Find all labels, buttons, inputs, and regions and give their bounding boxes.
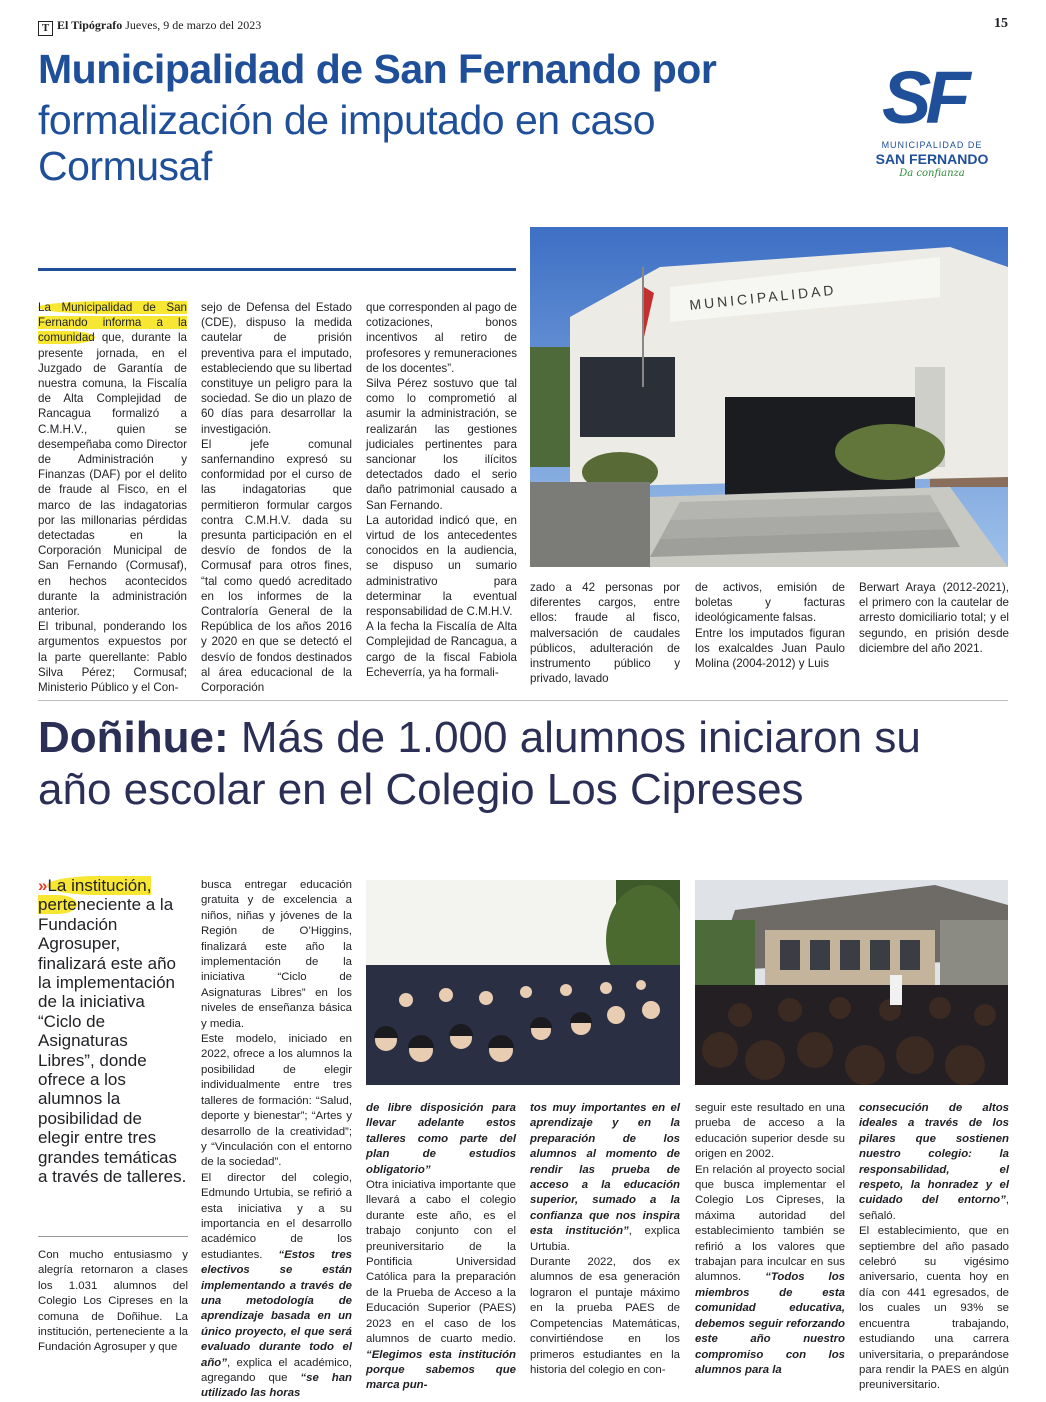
article2-column-2-text: busca entregar educación gratuita y de excelencia a niños, niñas y jóvenes de la Región de O’Higgins, finalizará este año la implementación de la iniciativa “Ciclo de Asignaturas Libres” en los niveles de enseñanza básica y media. Este modelo, iniciado en 2022, ofrece a los alumnos la posibilidad de elegir individualmente entre tres talleres de formación: “Salud, deporte y bienestar”; “Artes y desarrollo de la creatividad”; y “Vinculación con el entorno de la sociedad”. El director del colegio, Edmundo Urtubia, se refirió a esta iniciativa y a su importancia en el desarrollo académico de los estudiantes. — [201, 879, 352, 1261]
municipality-logo — [862, 58, 1002, 188]
article2-column-6-text: , señaló. El establecimiento, que en septiembre del año pasado celebró su vigésimo aniversario, cuenta hoy en día con 441 egresados, de los cuales un 93% se encuentra trabajando, estudiando una carrera universitaria, o preparándose para rendir la PAES en algún preuniversitario. — [859, 1194, 1009, 1392]
sf-logo-letters: SF — [882, 56, 965, 139]
article2-quote-4: “Todos los miembros de esta comunidad educativa, debemos seguir reforzando este año nuestro compromiso con los alumnos para la — [695, 1271, 846, 1376]
lead-text: neciente a la Fundación Agrosuper, finalizará este año la implementación de la iniciativa “Ciclo de Asignaturas Libres”, donde ofrece a los alumnos la posibilidad de elegir entre tres grandes temáticas a través de talleres. — [38, 895, 187, 1187]
logo-municipalidad-de: MUNICIPALIDAD DE — [881, 140, 983, 150]
article2-title — [38, 712, 998, 816]
article2-column-3 — [366, 1101, 516, 1394]
article1-column-3: que corresponden al pago de cotizaciones, bonos incentivos al retiro de profesores y remuneraciones de los docentes”. Silva Pérez sostuvo que tal como lo comprometió al asumir la administración, se realizarán las gestiones judiciales pertinentes para sancionar los ilícitos detectados dado el serio daño patrimonial causado a San Fernando. La autoridad indicó que, en virtud de los antecedentes conocidos en la audiencia, se dispuso un sumario administrativo para determinar la eventual responsabilidad de C.M.H.V. A la fecha la Fiscalía de Alta Complejidad de Rancagua, a cargo de la fiscal Fabiola Echeverría, ya ha formali- — [366, 301, 517, 679]
article1-column-2: sejo de Defensa del Estado (CDE), dispuso la medida cautelar de prisión preventiva para el imputado, estableciendo que su libertad constituye un peligro para la sociedad. Se dio un plazo de 60 días para desarrollar la investigación. El jefe comunal sanfernandino expresó su conformidad por el curso de las indagatorias que permitieron formular cargos contra C.M.H.V. dada su presunta participación en el desvío de fondos de la Cormusaf para otros fines, “tal como quedó acreditado en los informes de la Contraloría General de la República de los años 2016 y 2020 en que se detectó el desvío de fondos destinados al área educacional de la Corporación — [201, 301, 352, 695]
article2-title-rest: Más de 1.000 alumnos iniciaron su año escolar en el Colegio Los Cipreses — [38, 713, 921, 814]
article2-column-2 — [201, 878, 352, 1402]
article1-column-5: de activos, emisión de boletas y facturas ideológicamente falsas. Entre los imputados figuran los exalcaldes Juan Paulo Molina (2004-2012) y Luis — [695, 581, 845, 671]
article2-column-1: Con mucho entusiasmo y alegría retornaron a clases los 1.031 alumnos del Colegio Los Cipreses en la comuna de Doñihue. La institución, perteneciente a la Fundación Agrosuper y que — [38, 1249, 188, 1354]
page-number: 15 — [994, 16, 1008, 31]
article2-column-6 — [859, 1101, 1009, 1394]
issue-date: Jueves, 9 de marzo del 2023 — [125, 18, 262, 32]
students-assembly-photo — [366, 880, 680, 1085]
article2-quote-4-cont: consecución de altos ideales a través de los pilares que sostienen nuestro colegio: la responsabilidad, el respeto, la honradez y el cuidado del entorno” — [859, 1102, 1009, 1207]
article1-column-1-text: que, durante la presente jornada, en el Juzgado de Garantía de nuestra comuna, la Fiscalía de Alta Complejidad de Rancagua formalizó a C.M.H.V., quien se desempeñaba como Director de Administración y Finanzas (DAF) por el delito de fraude al Fisco, en el marco de las indagatorias por las millonarias pérdidas detectadas en la Corporación Municipal de San Fernando (Cormusaf), en hechos acontecidos durante la administración anterior. El tribunal, ponderando los argumentos expuestos por la parte querellante: Pablo Silva Pérez; Cormusaf; Ministerio Público y el Con- — [38, 331, 187, 695]
article2-column-5-text: seguir este resultado en una prueba de acceso a la educación superior desde su origen en 2002. En relación al proyecto social que busca implementar el Colegio Los Cipreses, la máxima autoridad del establecimiento también se refirió a los valores que trabajan para inculcar en sus alumnos. — [695, 1102, 845, 1284]
article2-quote-3: “Elegimos esta institución porque sabemos que marca pun- — [366, 1348, 516, 1392]
newspaper-logo-icon: T — [38, 21, 53, 36]
highlighted-lead-text: La Municipalidad de San Fernando informa a la comunidad — [38, 301, 187, 345]
building-sign-text: MUNICIPALIDAD — [688, 281, 838, 313]
newspaper-name: El Tipógrafo — [57, 18, 123, 32]
article2-column-3-text: Otra iniciativa importante que llevará a cabo el colegio durante este año, es el trabajo conjunto con el preuniversitario de la Pontificia Universidad Católica para la preparación de la Prueba de Acceso a la Educación Superior (PAES) 2023 en el caso de los alumnos de cuarto medio. — [366, 1179, 516, 1346]
article2-lead — [38, 876, 188, 1187]
article2-quote-2: “se han utilizado las horas — [201, 1372, 353, 1400]
municipality-building-photo — [530, 227, 1008, 567]
headline-rule — [38, 268, 516, 271]
school-courtyard-photo — [695, 880, 1008, 1085]
article1-column-6: Berwart Araya (2012-2021), el primero con la cautelar de arresto domiciliario total; y el segundo, en prisión desde diciembre del año 2021. — [859, 581, 1009, 655]
article1-title-rest: formalización de imputado en caso Cormusaf — [38, 97, 656, 189]
article1-column-1 — [38, 300, 187, 695]
section-divider — [38, 700, 1008, 701]
article2-column-4 — [530, 1101, 680, 1378]
article2-column-2-text-b: , explica el académico, agregando que — [201, 1356, 352, 1384]
article2-quote-2-cont: de libre disposición para llevar adelante estos talleres como parte del plan de estudios obligatorio” — [366, 1102, 516, 1176]
lead-highlight: La institución, perte — [38, 876, 152, 915]
masthead — [38, 18, 261, 36]
article2-column-4-text: , explica Urtubia. Durante 2022, dos ex alumnos de esa generación lograron el puntaje máximo en la prueba PAES de Competencias Matemáticas, convirtiéndose en los primeros estudiantes en la historia del colegio en con- — [530, 1225, 680, 1376]
article2-quote-3-cont: tos muy importantes en el aprendizaje y en la preparación de los alumnos al momento de rendir las prueba de acceso a la educación superior, sumado a la confianza que nos inspira esta institución” — [530, 1102, 680, 1238]
article1-title-bold: Municipalidad de San Fernando por — [38, 46, 717, 92]
logo-san-fernando: SAN FERNANDO — [875, 151, 989, 167]
article2-quote-1: “Estos tres electivos se están implementando a través de una metodología de aprendizaje basada en un único proyecto, el que será evaluado durante todo el año” — [201, 1248, 352, 1369]
lead-marker: » — [38, 876, 48, 895]
article2-column-5 — [695, 1101, 845, 1378]
lead-rule — [38, 1236, 188, 1237]
article2-title-bold: Doñihue: — [38, 713, 229, 762]
logo-tagline: Da confianza — [899, 168, 965, 179]
article1-column-4: zado a 42 personas por diferentes cargos, entre ellos: fraude al fisco, malversación de caudales públicos, adulteración de instrumento público y privado, lavado — [530, 581, 680, 686]
